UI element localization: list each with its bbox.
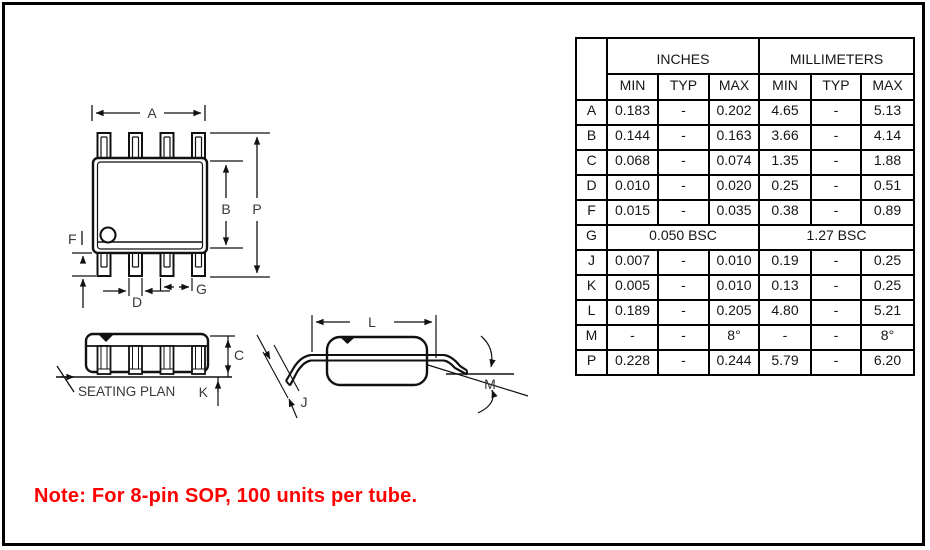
table-row-f [576,200,914,225]
dim-value-bsc: 0.050 BSC [607,225,759,250]
dim-value: 0.228 [607,350,658,375]
dim-value: - [759,325,811,350]
dim-label-j: J [300,394,308,410]
dim-value: 6.20 [861,350,914,375]
table-header-millimeters: MILLIMETERS [759,38,914,74]
dim-value: 8° [709,325,759,350]
dim-value: 4.80 [759,300,811,325]
dim-value: 0.25 [759,175,811,200]
dim-label-m: M [484,376,496,392]
dim-value: - [811,200,861,225]
dim-value: 0.183 [607,100,658,125]
dim-value: - [811,175,861,200]
dim-value: 0.38 [759,200,811,225]
table-subheader-mm-typ: TYP [811,74,861,100]
table-subheader-mm-max: MAX [861,74,914,100]
dim-letter-l: L [576,300,607,325]
table-subheader-mm-min: MIN [759,74,811,100]
table-subheader-inches-typ: TYP [658,74,709,100]
table-corner-cell [576,38,607,100]
dim-value: - [658,200,709,225]
dim-value: 0.25 [861,275,914,300]
dim-letter-g: G [576,225,607,250]
dim-value: - [658,350,709,375]
table-row-a [576,100,914,125]
dim-value: 5.21 [861,300,914,325]
dim-value: 0.035 [709,200,759,225]
dim-value: 0.020 [709,175,759,200]
dim-letter-a: A [576,100,607,125]
table-row-g [576,225,914,250]
dim-value: 0.068 [607,150,658,175]
dim-letter-b: B [576,125,607,150]
dim-value: 0.010 [709,250,759,275]
table-row-m [576,325,914,350]
dim-value: 0.144 [607,125,658,150]
dim-value: 3.66 [759,125,811,150]
dim-value: 0.005 [607,275,658,300]
dim-letter-c: C [576,150,607,175]
table-row-d [576,175,914,200]
dim-value: - [811,325,861,350]
dim-value: 0.015 [607,200,658,225]
dim-value: 0.25 [861,250,914,275]
table-header-inches: INCHES [607,38,759,74]
dim-value: 0.202 [709,100,759,125]
dim-value: - [811,100,861,125]
dim-value: 0.244 [709,350,759,375]
dim-label-f: F [68,231,77,247]
dim-letter-p: P [576,350,607,375]
dim-value: 1.88 [861,150,914,175]
note-text: Note: For 8-pin SOP, 100 units per tube. [34,485,418,507]
dim-value: - [658,150,709,175]
dim-value: - [811,300,861,325]
table-row-j [576,250,914,275]
dim-letter-j: J [576,250,607,275]
table-subheader-row [576,74,914,100]
dim-value: 0.074 [709,150,759,175]
dim-label-d: D [131,294,143,310]
table-row-b [576,125,914,150]
dim-value-bsc: 1.27 BSC [759,225,914,250]
dim-value: 5.13 [861,100,914,125]
dim-label-p: P [252,201,262,217]
dim-value: 4.14 [861,125,914,150]
dim-value: - [607,325,658,350]
dim-value: 0.010 [709,275,759,300]
end-view-drawing [257,314,528,418]
dim-label-b: B [221,201,231,217]
table-row-p [576,350,914,375]
dim-value: - [811,250,861,275]
dim-value: - [658,125,709,150]
dim-value: 0.13 [759,275,811,300]
dim-value: 8° [861,325,914,350]
dim-value: 0.163 [709,125,759,150]
dim-value: - [658,275,709,300]
dim-label-c: C [234,347,245,363]
dim-value: 0.007 [607,250,658,275]
table-row-c [576,150,914,175]
dim-value: - [811,150,861,175]
dim-value: - [658,300,709,325]
dimension-table [575,37,915,376]
dim-value: 1.35 [759,150,811,175]
table-unit-header-row [576,38,914,74]
dim-value: 0.19 [759,250,811,275]
table-row-l [576,300,914,325]
dim-value: 0.51 [861,175,914,200]
dimension-table-container [575,37,915,376]
dim-value: - [811,125,861,150]
dim-value: 0.189 [607,300,658,325]
dim-value: 0.010 [607,175,658,200]
dim-value: - [658,175,709,200]
dim-letter-f: F [576,200,607,225]
dim-label-k: K [198,384,208,400]
dim-value: - [658,100,709,125]
side-view-drawing [56,334,244,406]
dim-letter-k: K [576,275,607,300]
dim-letter-d: D [576,175,607,200]
dim-value: 4.65 [759,100,811,125]
dim-letter-m: M [576,325,607,350]
top-view-drawing [68,105,270,310]
dim-value: - [658,325,709,350]
dim-label-g: G [196,281,207,297]
dim-value: 5.79 [759,350,811,375]
table-subheader-inches-max: MAX [709,74,759,100]
dim-value: 0.205 [709,300,759,325]
dim-value: - [811,275,861,300]
dim-label-a: A [147,105,157,121]
seating-plane-label: SEATING PLAN [78,384,176,399]
dim-value: 0.89 [861,200,914,225]
dim-value: - [811,350,861,375]
dim-value: - [658,250,709,275]
table-row-k [576,275,914,300]
table-subheader-inches-min: MIN [607,74,658,100]
dim-label-l: L [368,314,376,330]
